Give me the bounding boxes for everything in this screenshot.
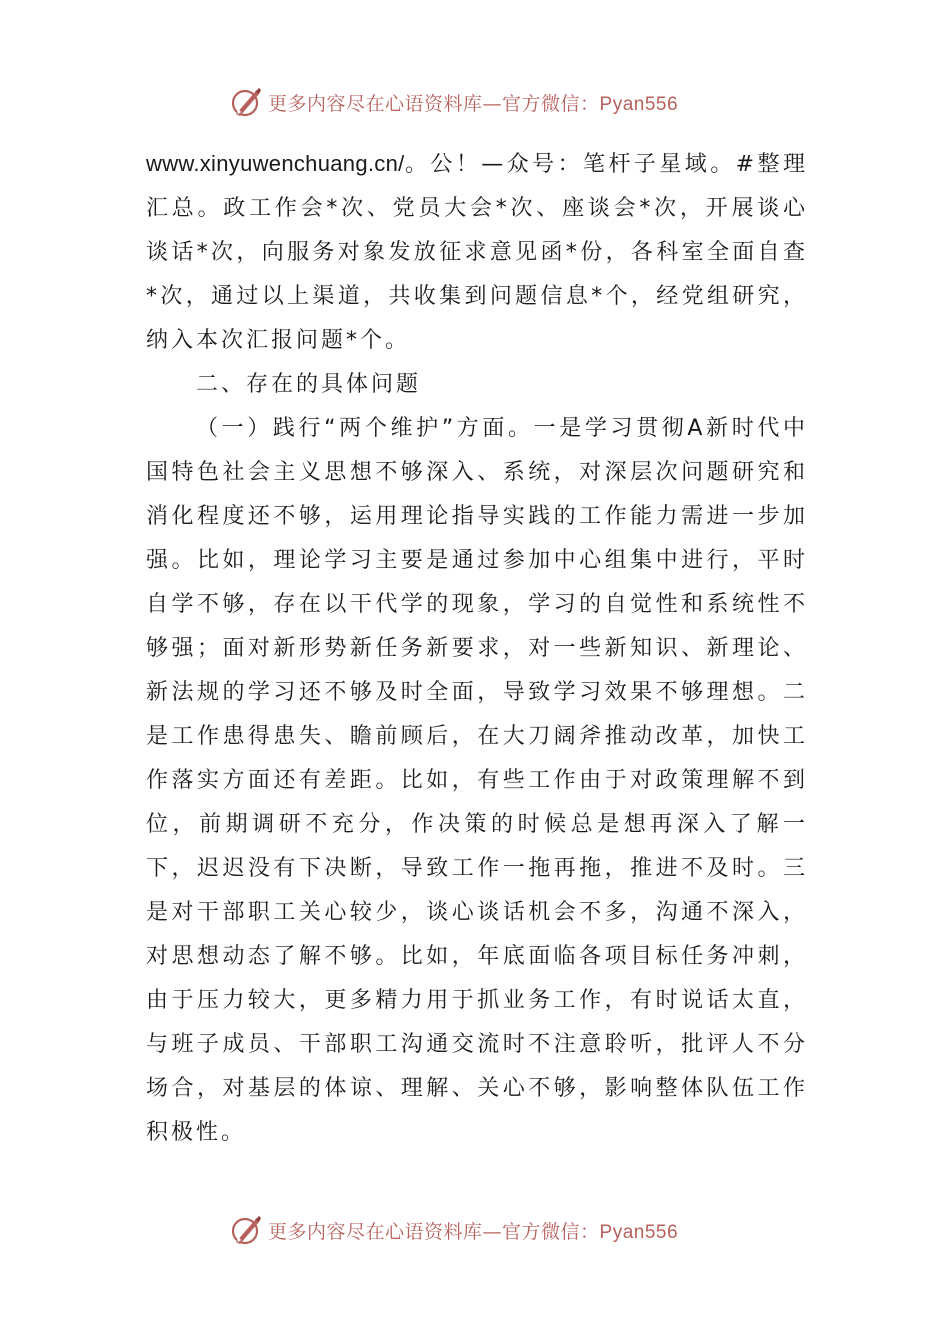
banner-text: 更多内容尽在心语资料库—官方微信：Pyan556	[268, 92, 679, 115]
section-heading: 二、存在的具体问题	[196, 372, 422, 397]
header-banner	[228, 82, 748, 122]
paragraph-1	[146, 142, 808, 363]
footer-banner	[228, 1210, 748, 1250]
website-url: www.xinyuwenchuang.cn/	[146, 151, 405, 176]
banner-wechat-id: Pyan556	[599, 1221, 679, 1243]
pen-logo-icon	[228, 84, 264, 120]
pen-logo-icon	[228, 1212, 264, 1248]
paragraph-3: （一）践行“两个维护”方面。一是学习贯彻A新时代中国特色社会主义思想不够深入、系统，对深层次问题研究和消化程度还不够，运用理论指导实践的工作能力需进一步加强。比如，理论学习主要是通过参加中心组集中进行，平时自学不够，存在以干代学的现象，学习的自觉性和系统性不够强；面对新形势新任务新要求，对一些新知识、新理论、新法规的学习还不够及时全面，导致学习效果不够理想。二是工作患得患失、瞻前顾后，在大刀阔斧推动改革，加快工作落实方面还有差距。比如，有些工作由于对政策理解不到位，前期调研不充分，作决策的时候总是想再深入了解一下，迟迟没有下决断，导致工作一拖再拖，推进不及时。三是对干部职工关心较少，谈心谈话机会不多，沟通不深入，对思想动态了解不够。比如，年底面临各项目标任务冲刺，由于压力较大，更多精力用于抓业务工作，有时说话太直，与班子成员、干部职工沟通交流时不注意聆听，批评人不分场合，对基层的体谅、理解、关心不够，影响整体队伍工作积极性。	[146, 416, 808, 1145]
banner-wechat-id: Pyan556	[599, 93, 679, 115]
document-body	[146, 142, 808, 1155]
banner-text: 更多内容尽在心语资料库—官方微信：Pyan556	[268, 1220, 679, 1243]
paragraph-1-text: 。公！—众号：笔杆子星域。#整理汇总。政工作会*次、党员大会*次、座谈会*次，开展谈心谈话*次，向服务对象发放征求意见函*份，各科室全面自查*次，通过以上渠道，共收集到问题信息*个，经党组研究，纳入本次汇报问题*个。	[146, 152, 808, 353]
